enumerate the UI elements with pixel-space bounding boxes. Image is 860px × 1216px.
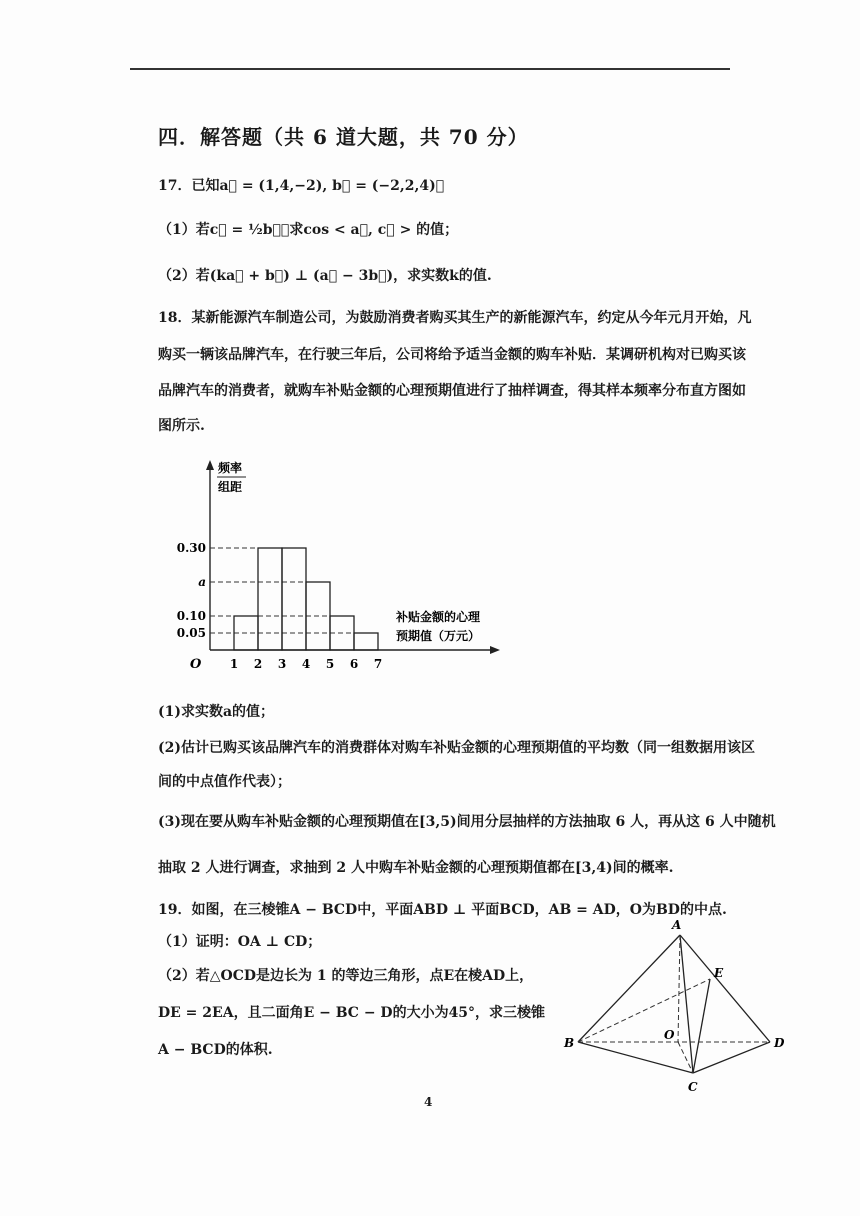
histogram-chart	[160, 450, 520, 680]
header-rule	[130, 68, 730, 70]
vertex-label-c: C	[688, 1080, 698, 1094]
vertex-label-e: E	[714, 966, 724, 980]
edge-bc	[578, 1042, 693, 1073]
y-tick-label-0: 0.30	[176, 541, 206, 555]
page-number: 4	[424, 1095, 433, 1109]
y-axis-label-denominator: 组距	[218, 480, 243, 494]
y-axis-arrow	[206, 460, 214, 470]
histogram-bar-3	[282, 548, 306, 650]
x-axis-label-line2: 预期值（万元）	[396, 629, 481, 643]
point-label-o: O	[664, 1028, 675, 1042]
y-tick-label-3: 0.05	[176, 626, 206, 640]
edge-ac	[680, 935, 693, 1073]
x-tick-label-5: 5	[325, 657, 335, 671]
q17-part1: （1）若c⃗ = ½b⃗，求cos < a⃗, c⃗ > 的值；	[158, 222, 459, 238]
q18-line1: 18．某新能源汽车制造公司，为鼓励消费者购买其生产的新能源汽车，约定从今年元月开始，凡	[158, 310, 752, 326]
x-tick-label-6: 6	[349, 657, 359, 671]
y-axis-label-numerator: 频率	[218, 461, 243, 475]
origin-label: O	[190, 657, 202, 672]
hidden-segment-ao	[678, 935, 680, 1042]
q19-part2a: （2）若△OCD是边长为 1 的等边三角形，点E在棱AD上，	[158, 968, 534, 984]
histogram-bar-6	[354, 633, 378, 650]
histogram-bar-2	[258, 548, 282, 650]
x-axis-arrow	[490, 646, 500, 654]
x-tick-label-4: 4	[301, 657, 311, 671]
q18-part2a: (2)估计已购买该品牌汽车的消费群体对购车补贴金额的心理预期值的平均数（同一组数据用该区	[158, 740, 755, 756]
q19-part2c: A − BCD的体积.	[158, 1042, 273, 1058]
q19-part1: （1）证明：OA ⊥ CD；	[158, 934, 322, 950]
q18-line3: 品牌汽车的消费者，就购车补贴金额的心理预期值进行了抽样调查，得其样本频率分布直方图如	[158, 383, 746, 399]
q18-part1: (1)求实数a的值；	[158, 704, 275, 720]
tetrahedron-diagram	[560, 915, 810, 1100]
q18-line2: 购买一辆该品牌汽车，在行驶三年后，公司将给予适当金额的购车补贴．某调研机构对已购买该	[158, 347, 746, 363]
y-tick-label-2: 0.10	[176, 609, 206, 623]
q17-part2: （2）若(ka⃗ + b⃗) ⊥ (a⃗ − 3b⃗)，求实数k的值.	[158, 268, 492, 284]
edge-cd	[693, 1042, 770, 1073]
hidden-segment-be	[578, 979, 710, 1042]
x-tick-label-2: 2	[253, 657, 263, 671]
vertex-label-b: B	[564, 1036, 575, 1050]
section-title: 四．解答题（共 6 道大题，共 70 分）	[158, 125, 529, 149]
edge-ad	[680, 935, 770, 1042]
x-tick-label-3: 3	[277, 657, 287, 671]
q18-line4: 图所示.	[158, 418, 205, 434]
x-axis-label-line1: 补贴金额的心理	[396, 610, 481, 624]
edge-ab	[578, 935, 680, 1042]
q17-stem: 17．已知a⃗ = (1,4,−2), b⃗ = (−2,2,4)．	[158, 178, 445, 194]
q18-part3a: (3)现在要从购车补贴金额的心理预期值在[3,5)间用分层抽样的方法抽取 6 人，再从这 6 人中随机	[158, 814, 776, 830]
histogram-figure	[160, 450, 520, 680]
q18-part3b: 抽取 2 人进行调查，求抽到 2 人中购车补贴金额的心理预期值都在[3,4)间的概率.	[158, 860, 674, 876]
q18-part2b: 间的中点值作代表）；	[158, 774, 291, 790]
vertex-label-d: D	[774, 1036, 785, 1050]
segment-ec	[693, 979, 710, 1073]
q19-part2b: DE = 2EA，且二面角E − BC − D的大小为45°，求三棱锥	[158, 1005, 546, 1021]
y-tick-label-1: a	[198, 575, 206, 589]
q19-stem: 19．如图，在三棱锥A − BCD中，平面ABD ⊥ 平面BCD，AB = AD，O为BD的中点.	[158, 902, 727, 918]
x-tick-label-1: 1	[229, 657, 239, 671]
vertex-label-a: A	[672, 918, 682, 932]
x-tick-label-7: 7	[373, 657, 383, 671]
tetrahedron-figure	[560, 915, 810, 1100]
